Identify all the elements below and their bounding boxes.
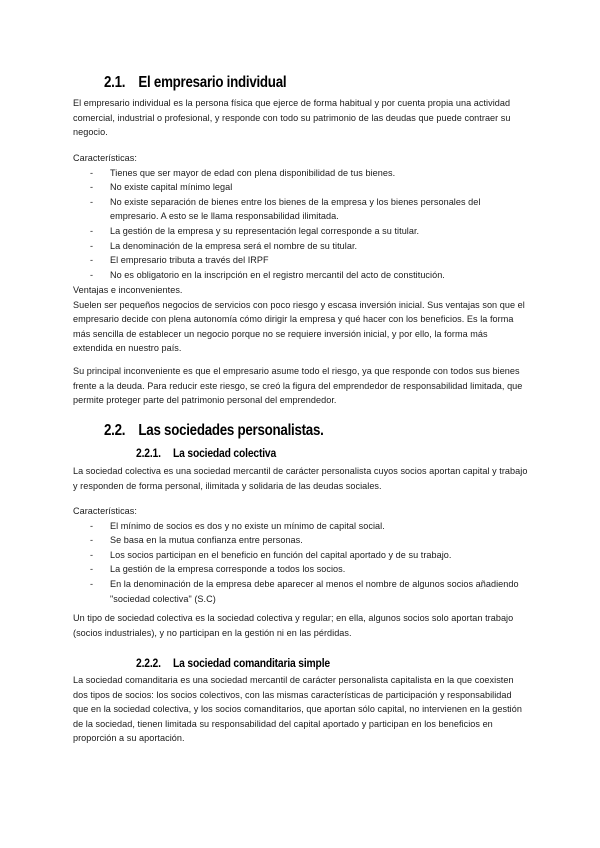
section-2-2-1-number: 2.2.1.: [136, 446, 161, 460]
list-item: - La denominación de la empresa será el nombre de su titular.: [73, 239, 528, 254]
section-2-2-1-characteristics-list: [73, 519, 528, 607]
section-2-2-title: Las sociedades personalistas.: [138, 422, 324, 439]
section-2-1-characteristics-label: Características:: [73, 153, 137, 163]
section-2-1-characteristics-block: [73, 151, 528, 282]
list-item: - Los socios participan en el beneficio en función del capital aportado y de su trabajo.: [73, 548, 528, 563]
section-2-1-drawback-block: [73, 364, 528, 408]
section-2-2-number: 2.2.: [104, 422, 126, 439]
list-item: - El mínimo de socios es dos y no existe un mínimo de capital social.: [73, 519, 528, 534]
section-2-2-2-intro: La sociedad comanditaria es una sociedad mercantil de carácter personalista capitalista en la que coexisten dos tipos de socios: los socios colectivos, con las mismas características de participación y responsabilidad que en la sociedad colectiva, y los socios comanditarios, que aportan sólo capital, no intervienen en la gestión de la sociedad, tienen limitada su responsabilidad del capital aportado y participan en los beneficios en proporción a su aportación.: [73, 675, 522, 744]
list-item: - En la denominación de la empresa debe aparecer al menos el nombre de algunos socios añadiendo "sociedad colectiva" (S.C): [73, 577, 528, 606]
section-2-1-intro: El empresario individual es la persona física que ejerce de forma habitual y por cuenta propia una actividad comercial, industrial o profesional, y responde con todo su patrimonio de las deudas que puede contraer su negocio.: [73, 98, 511, 138]
section-2-2-1-closing-block: [73, 611, 528, 640]
section-2-1-pros-cons-text: Suelen ser pequeños negocios de servicios con poco riesgo y escasa inversión inicial. Sus ventajas son que el empresario decide con plena autonomía cómo dirigir la empresa y qué hacer con los beneficios. Es la forma más sencilla de establecer un negocio porque no se requiere inversión inicial, y por ello, la forma más extendida en nuestro país.: [73, 299, 525, 354]
section-2-1-pros-cons-block: [73, 283, 528, 356]
section-2-2-1-title: La sociedad colectiva: [172, 446, 277, 460]
list-item: - No existe separación de bienes entre los bienes de la empresa y los bienes personales del empresario. A esto se le llama responsabilidad ilimitada.: [73, 195, 528, 224]
list-item: - La gestión de la empresa y su representación legal corresponde a su titular.: [73, 224, 528, 239]
section-2-2-1-heading: [73, 446, 528, 460]
section-2-2-1-intro: La sociedad colectiva es una sociedad mercantil de carácter personalista cuyos socios aportan capital y trabajo y responden de forma personal, ilimitada y solidaria de las deudas sociales.: [73, 466, 528, 491]
list-item: - Tienes que ser mayor de edad con plena disponibilidad de tus bienes.: [73, 166, 528, 181]
section-2-1-characteristics-list: [73, 166, 528, 283]
section-2-1-title: El empresario individual: [138, 74, 287, 91]
list-item: - Se basa en la mutua confianza entre personas.: [73, 533, 528, 548]
section-2-2-1-intro-block: [73, 464, 528, 493]
list-item: - El empresario tributa a través del IRPF: [73, 253, 528, 268]
section-2-2-1-characteristics-block: [73, 504, 528, 606]
section-2-2-2-heading: [73, 656, 528, 670]
section-2-2-2-intro-block: [73, 673, 528, 746]
section-2-2-1-characteristics-label: Características:: [73, 506, 137, 516]
section-2-1-pros-cons-label: Ventajas e inconvenientes.: [73, 285, 183, 295]
section-2-2-2-number: 2.2.2.: [136, 656, 161, 670]
list-item: - No existe capital mínimo legal: [73, 180, 528, 195]
section-2-1-intro-block: [73, 96, 528, 140]
section-2-2-2-title: La sociedad comanditaria simple: [172, 656, 330, 670]
section-2-1-number: 2.1.: [104, 74, 126, 91]
list-item: - La gestión de la empresa corresponde a todos los socios.: [73, 562, 528, 577]
section-2-1-heading: [73, 74, 528, 92]
section-2-2-1-closing: Un tipo de sociedad colectiva es la sociedad colectiva y regular; en ella, algunos socios solo aportan trabajo (socios industriales), y no participan en la gestión ni en las pérdidas.: [73, 613, 514, 638]
section-2-1-main-drawback: Su principal inconveniente es que el empresario asume todo el riesgo, ya que responde con todos sus bienes frente a la deuda. Para reducir este riesgo, se creó la figura del emprendedor de responsabilidad limitada, que permite proteger parte del patrimonio personal del emprendedor.: [73, 366, 523, 406]
section-2-2-heading: [73, 422, 528, 440]
list-item: - No es obligatorio en la inscripción en el registro mercantil del acto de constitución.: [73, 268, 528, 283]
